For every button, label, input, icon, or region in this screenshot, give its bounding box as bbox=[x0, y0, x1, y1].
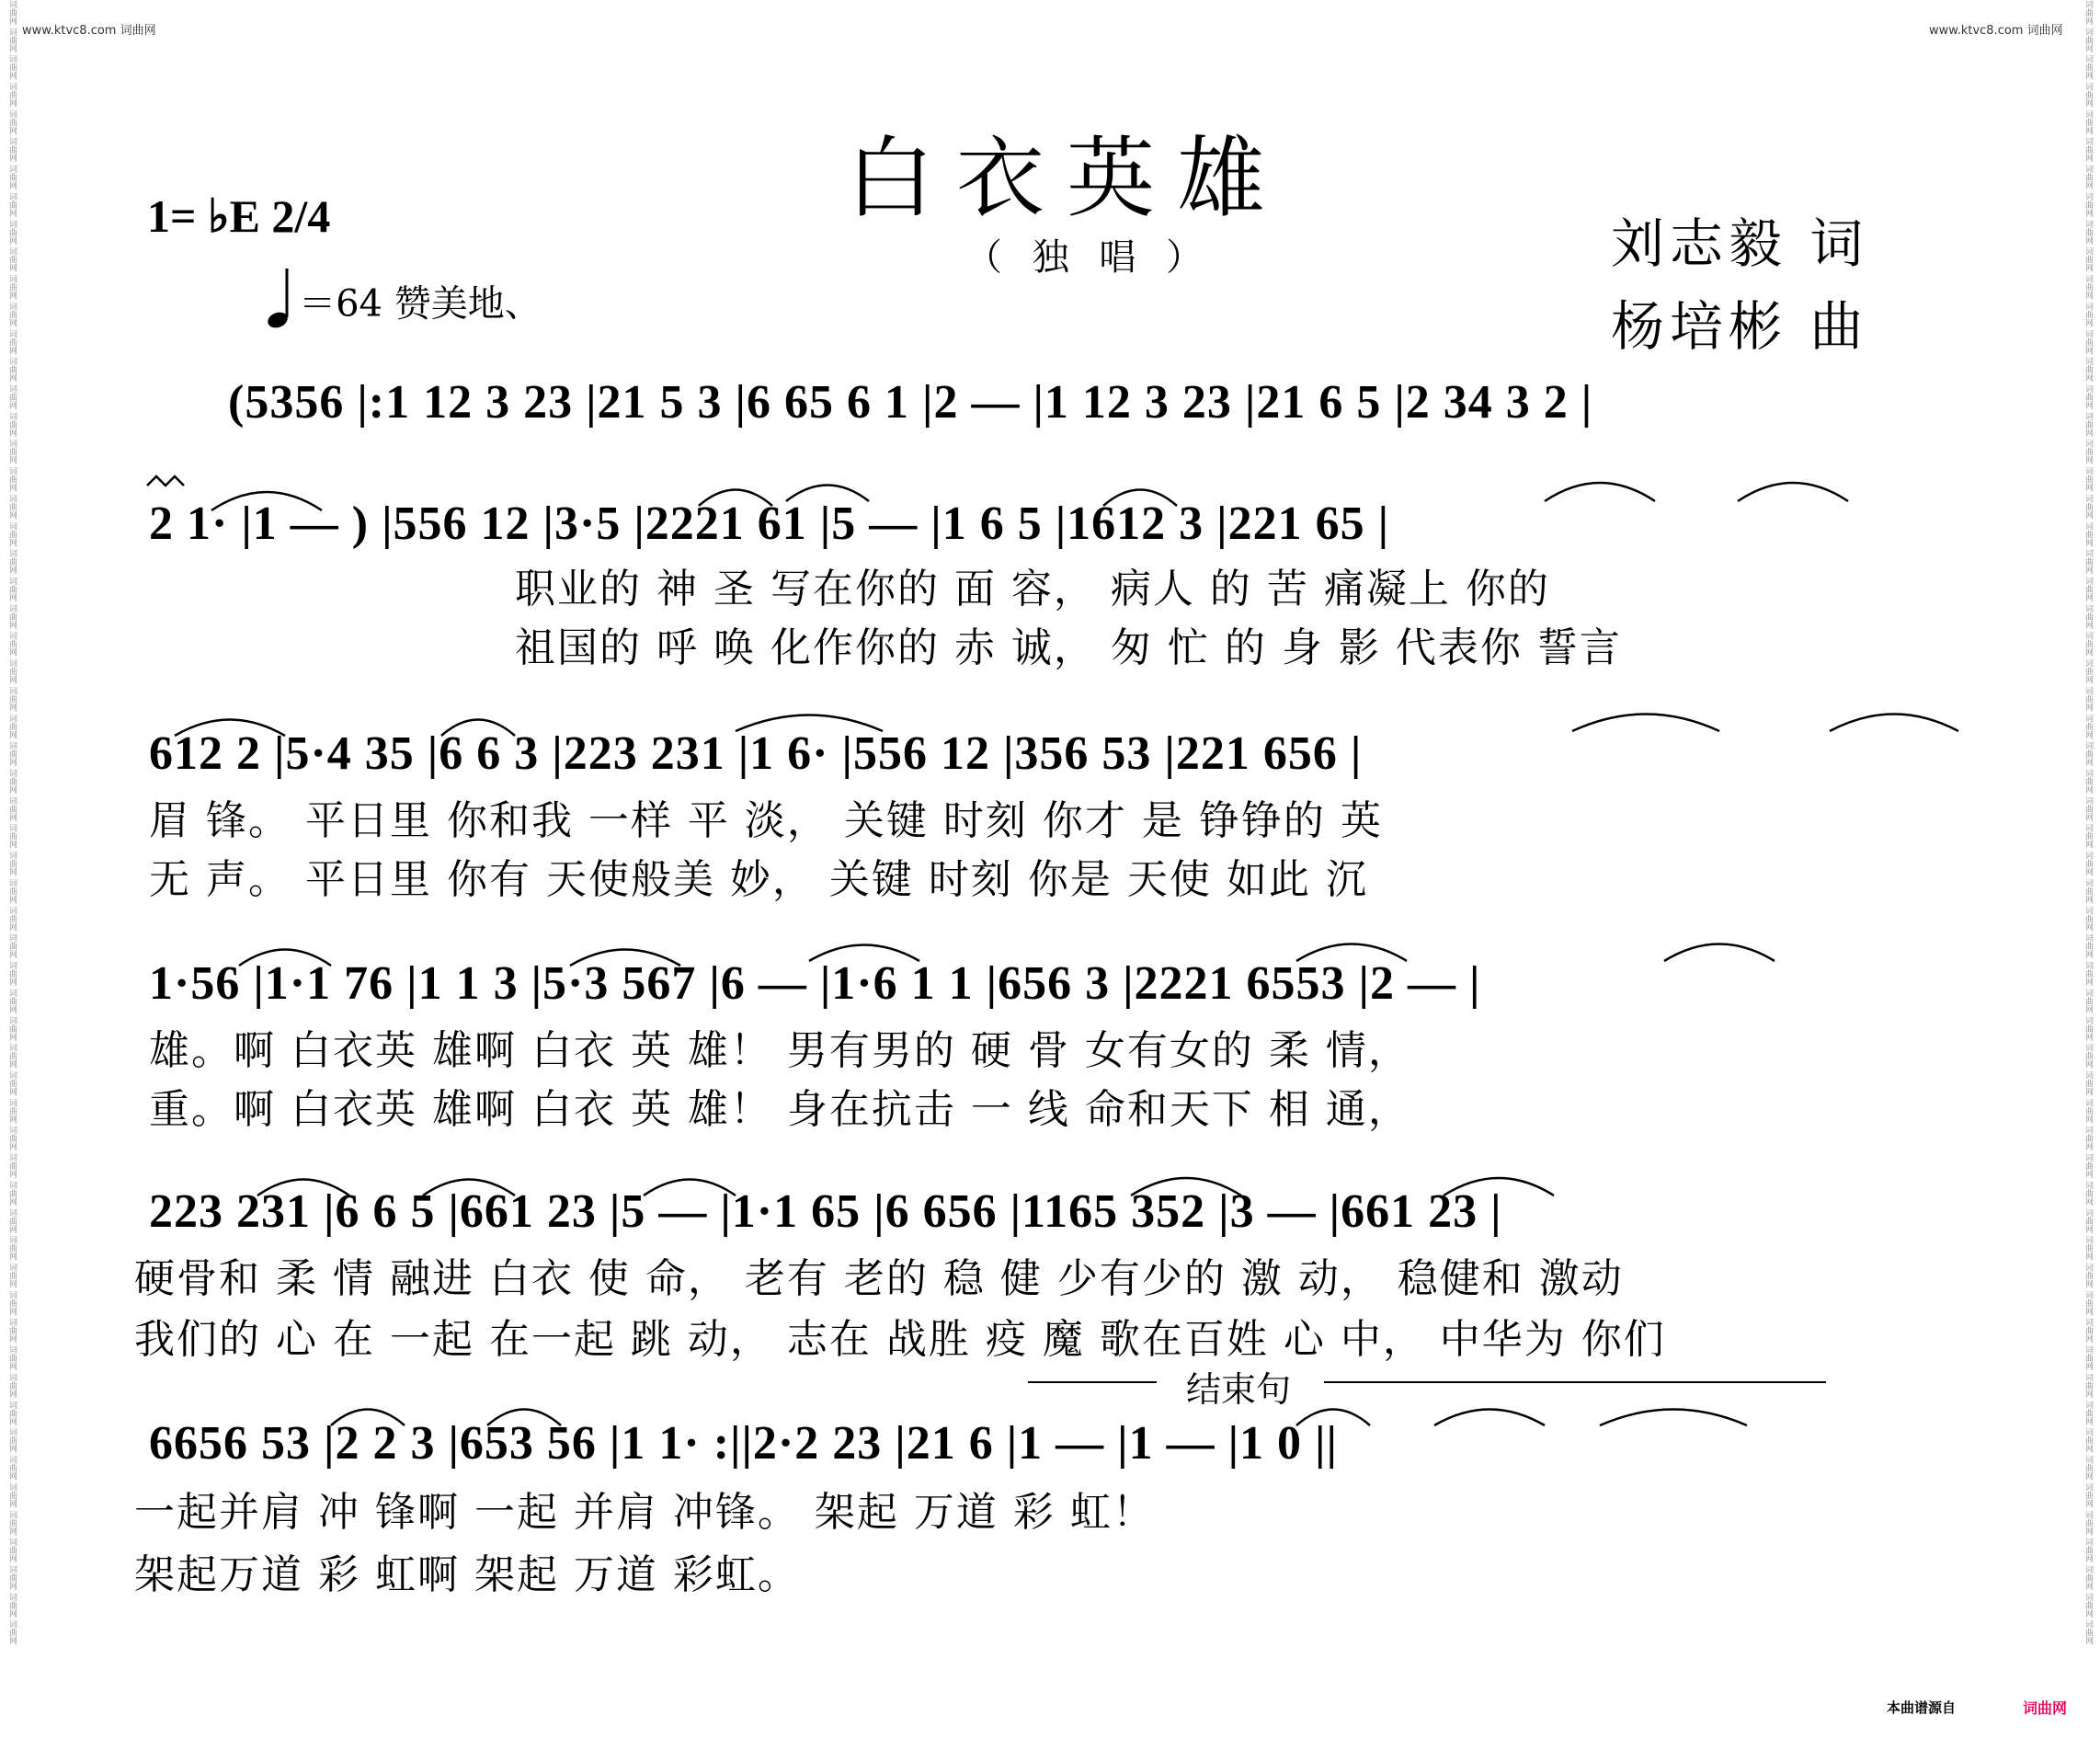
slur-arc bbox=[423, 1180, 515, 1196]
slur-arc bbox=[211, 492, 322, 510]
lyricist-credit: 刘志毅 词 bbox=[1611, 212, 1869, 275]
slur-arc bbox=[1296, 944, 1407, 962]
slur-arc bbox=[1738, 483, 1848, 501]
footer-logo[interactable]: 词曲网 bbox=[2023, 1699, 2068, 1717]
slur-arc bbox=[1572, 715, 1719, 732]
lyrics-line-2b: 祖国的 呼 唤 化作你的 赤 诚， 匆 忙 的 身 影 代表你 誓言 bbox=[515, 624, 1622, 671]
slur-arc bbox=[786, 486, 869, 502]
score-line-5: 223 231 |6 6 5 |661 23 |5 — |1·1 65 |6 656 |1165 352 |3 — |661 23 | bbox=[149, 1185, 1502, 1238]
slur-arc bbox=[1664, 944, 1775, 962]
slur-arc bbox=[441, 720, 515, 737]
side-text: 词曲网 词曲网 词曲网 词曲网 词曲网 词曲网 词曲网 词曲网 词曲网 词曲网 词曲网 词曲网 词曲网 词曲网 词曲网 词曲网 词曲网 词曲网 词曲网 词曲网 词曲网 词曲网 词曲网 词曲网 词曲网 词曲网 词曲网 词曲网 词曲网 词曲网 词曲网 词曲网 词曲网 词曲网 词曲网 词曲网 词曲网 词曲网 词曲网 词曲网 词曲网 词曲网 词曲网 词曲网 词曲网 词曲网 词曲网 词曲网 词曲网 词曲网 词曲网 词曲网 词曲网 词曲网 词曲网 词曲网 词曲网 词曲网 词曲网 词曲网 bbox=[2083, 0, 2093, 1645]
song-title: 白衣英雄 bbox=[846, 127, 1287, 230]
turn-ornament bbox=[147, 476, 184, 486]
slur-arc bbox=[1545, 483, 1655, 501]
slur-arc bbox=[1600, 1410, 1747, 1426]
side-text: 词曲网 词曲网 词曲网 词曲网 词曲网 词曲网 词曲网 词曲网 词曲网 词曲网 词曲网 词曲网 词曲网 词曲网 词曲网 词曲网 词曲网 词曲网 词曲网 词曲网 词曲网 词曲网 词曲网 词曲网 词曲网 词曲网 词曲网 词曲网 词曲网 词曲网 词曲网 词曲网 词曲网 词曲网 词曲网 词曲网 词曲网 词曲网 词曲网 词曲网 词曲网 词曲网 词曲网 词曲网 词曲网 词曲网 词曲网 词曲网 词曲网 词曲网 词曲网 词曲网 词曲网 词曲网 词曲网 词曲网 词曲网 词曲网 词曲网 词曲网 bbox=[7, 0, 17, 1645]
watermark-top-left: www.ktvc8.com 词曲网 bbox=[22, 24, 156, 38]
slur-arc bbox=[239, 950, 331, 967]
slur-arc bbox=[331, 1410, 405, 1426]
lyrics-line-3b: 无 声。 平日里 你有 天使般美 妙， 关键 时刻 你是 天使 如此 沉 bbox=[149, 856, 1368, 903]
lyrics-line-5b: 我们的 心 在 一起 在一起 跳 动， 志在 战胜 疫 魔 歌在百姓 心 中， 中华为 你们 bbox=[134, 1316, 1666, 1363]
slur-arc bbox=[1434, 1410, 1545, 1426]
slur-arc bbox=[809, 945, 919, 962]
lyrics-line-3a: 眉 锋。 平日里 你和我 一样 平 淡， 关键 时刻 你才 是 铮铮的 英 bbox=[149, 797, 1383, 844]
slur-arc bbox=[257, 1180, 349, 1196]
slur-arc bbox=[487, 1410, 561, 1426]
key-signature: 1= ♭E 2/4 bbox=[147, 190, 331, 242]
slur-arc bbox=[644, 1180, 736, 1196]
lyrics-line-4a: 雄。啊 白衣英 雄啊 白衣 英 雄！ 男有男的 硬 骨 女有女的 柔 情， bbox=[149, 1027, 1410, 1074]
lyrics-line-5a: 硬骨和 柔 情 融进 白衣 使 命， 老有 老的 稳 健 少有少的 激 动， 稳健和 激动 bbox=[134, 1255, 1624, 1302]
lyrics-line-6a: 一起并肩 冲 锋啊 一起 并肩 冲锋。 架起 万道 彩 虹！ bbox=[134, 1489, 1155, 1536]
tempo-text: ＝64 赞美地、 bbox=[299, 282, 542, 326]
composer-credit: 杨培彬 曲 bbox=[1611, 295, 1869, 358]
slur-arc bbox=[1131, 1178, 1241, 1196]
lyrics-line-4b: 重。啊 白衣英 雄啊 白衣 英 雄！ 身在抗击 一 线 命和天下 相 通， bbox=[149, 1086, 1410, 1133]
slur-arc bbox=[699, 490, 772, 507]
score-line-6: 6656 53 |2 2 3 |653 56 |1 1· :||2·2 23 |21 6 |1 — |1 — |1 0 || bbox=[149, 1417, 1338, 1470]
song-subtitle: （ 独 唱 ） bbox=[965, 236, 1213, 279]
footer-source: 本曲谱源自 bbox=[1887, 1699, 1957, 1716]
slur-arc bbox=[570, 950, 680, 967]
slur-arc bbox=[1296, 1410, 1370, 1426]
score-line-2: 2 1· |1 — ) |556 12 |3·5 |2221 61 |5 — |1 6 5 |1612 3 |221 65 | bbox=[149, 498, 1390, 550]
score-line-4: 1·56 |1·1 76 |1 1 3 |5·3 567 |6 — |1·6 1 1 |656 3 |2221 6553 |2 — | bbox=[149, 957, 1481, 1010]
ending-label: 结束句 bbox=[1186, 1369, 1292, 1410]
slur-arc bbox=[175, 720, 285, 737]
score-line-1: (5356 |:1 12 3 23 |21 5 3 |6 65 6 1 |2 — |1 12 3 23 |21 6 5 |2 34 3 2 | bbox=[228, 376, 1593, 429]
slur-arc bbox=[1444, 1178, 1554, 1196]
slur-arc bbox=[736, 715, 883, 732]
slur-arc bbox=[1830, 715, 1958, 732]
watermark-top-right: www.ktvc8.com 词曲网 bbox=[1929, 24, 2063, 38]
lyrics-line-6b: 架起万道 彩 虹啊 架起 万道 彩虹。 bbox=[134, 1551, 800, 1598]
slur-arc bbox=[1103, 490, 1177, 507]
lyrics-line-2a: 职业的 神 圣 写在你的 面 容， 病人 的 苦 痛凝上 你的 bbox=[515, 566, 1550, 612]
score-line-3: 612 2 |5·4 35 |6 6 3 |223 231 |1 6· |556 12 |356 53 |221 656 | bbox=[149, 727, 1363, 780]
